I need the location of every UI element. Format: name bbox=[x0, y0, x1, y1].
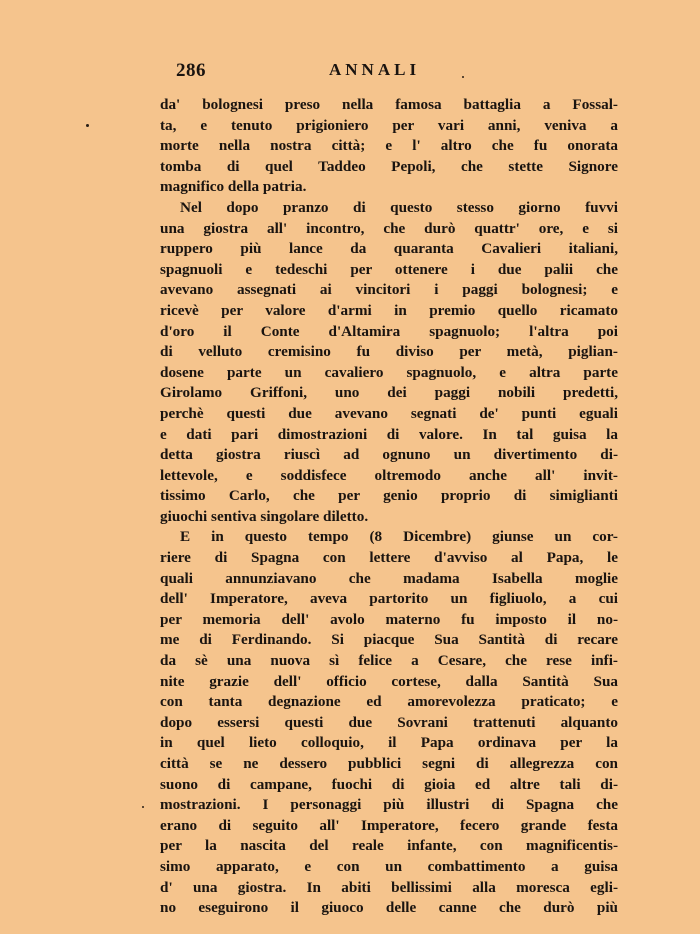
text-line: d' una giostra. In abiti bellissimi alla moresca egli- bbox=[160, 878, 618, 896]
ink-speck bbox=[142, 806, 144, 808]
text-line: E in questo tempo (8 Dicembre) giunse un cor- bbox=[180, 528, 618, 546]
paragraph bbox=[160, 198, 618, 528]
text-line: in quel lieto colloquio, il Papa ordinava per la bbox=[160, 734, 618, 752]
text-line: ricevè per valore d'armi in premio quello ricamato bbox=[160, 301, 618, 319]
text-line: di velluto cremisino fu diviso per metà, piglian- bbox=[160, 343, 618, 361]
text-line: Girolamo Griffoni, uno dei paggi nobili predetti, bbox=[160, 384, 618, 402]
text-line: erano di seguito all' Imperatore, fecero grande festa bbox=[160, 816, 618, 834]
ink-speck bbox=[462, 76, 464, 78]
text-line: una giostra all' incontro, che durò quattr' ore, e si bbox=[160, 219, 618, 237]
text-line: e dati pari dimostrazioni di valore. In tal guisa la bbox=[160, 425, 618, 443]
running-head: ANNALI bbox=[329, 60, 421, 79]
text-line: tomba di quel Taddeo Pepoli, che stette Signore bbox=[160, 157, 618, 175]
text-line: ta, e tenuto prigioniero per vari anni, veniva a bbox=[160, 116, 618, 134]
text-line: dell' Imperatore, aveva partorito un figliuolo, a cui bbox=[160, 590, 618, 608]
text-line: morte nella nostra città; e l' altro che fu onorata bbox=[160, 137, 618, 155]
text-line: avevano assegnati ai vincitori i paggi bolognesi; e bbox=[160, 281, 618, 299]
text-line: giuochi sentiva singolare diletto. bbox=[160, 507, 369, 525]
text-line: mostrazioni. I personaggi più illustri di Spagna che bbox=[160, 796, 618, 814]
text-line: per la nascita del reale infante, con magnificentis- bbox=[160, 837, 618, 855]
text-line: città se ne dessero pubblici segni di allegrezza con bbox=[160, 755, 618, 772]
paragraph bbox=[160, 95, 618, 198]
text-line: perchè questi due avevano segnati de' punti eguali bbox=[160, 404, 618, 422]
text-line: Nel dopo pranzo di questo stesso giorno fuvvi bbox=[180, 198, 618, 216]
text-line: simo apparato, e con un combattimento a guisa bbox=[160, 857, 618, 875]
text-line: da sè una nuova sì felice a Cesare, che rese infi- bbox=[160, 652, 618, 670]
text-line: con tanta degnazione ed amorevolezza praticato; e bbox=[160, 693, 618, 711]
text-line: quali annunziavano che madama Isabella moglie bbox=[160, 569, 618, 587]
text-line: nite grazie dell' officio cortese, dalla Santità Sua bbox=[160, 672, 618, 690]
text-line: lettevole, e soddisfece oltremodo anche all' invit- bbox=[160, 466, 618, 484]
text-line: suono di campane, fuochi di gioia ed altre tali di- bbox=[160, 775, 618, 793]
text-line: detta giostra riuscì ad ognuno un divertimento di- bbox=[160, 446, 618, 464]
text-line: d'oro il Conte d'Altamira spagnuolo; l'altra poi bbox=[160, 322, 618, 340]
text-line: magnifico della patria. bbox=[160, 178, 307, 196]
text-line: per memoria dell' avolo materno fu imposto il no- bbox=[160, 610, 618, 628]
body-text bbox=[160, 95, 618, 919]
text-line: tissimo Carlo, che per genio proprio di simiglianti bbox=[160, 487, 618, 505]
paragraph bbox=[160, 527, 618, 918]
text-line: riere di Spagna con lettere d'avviso al Papa, le bbox=[160, 549, 618, 567]
text-line: no eseguirono il giuoco delle canne che durò più bbox=[160, 899, 618, 917]
text-line: ruppero più lance da quaranta Cavalieri italiani, bbox=[160, 240, 618, 258]
page-number: 286 bbox=[176, 60, 206, 81]
text-line: dosene parte un cavaliero spagnuolo, e altra parte bbox=[160, 363, 618, 381]
page-header bbox=[176, 60, 616, 86]
text-line: dopo essersi questi due Sovrani trattenuti alquanto bbox=[160, 713, 618, 731]
ink-speck bbox=[86, 124, 89, 127]
text-line: me di Ferdinando. Si piacque Sua Santità di recare bbox=[160, 631, 618, 649]
text-line: spagnuoli e tedeschi per ottenere i due palii che bbox=[160, 260, 618, 278]
text-line: da' bolognesi preso nella famosa battaglia a Fossal- bbox=[160, 96, 618, 113]
